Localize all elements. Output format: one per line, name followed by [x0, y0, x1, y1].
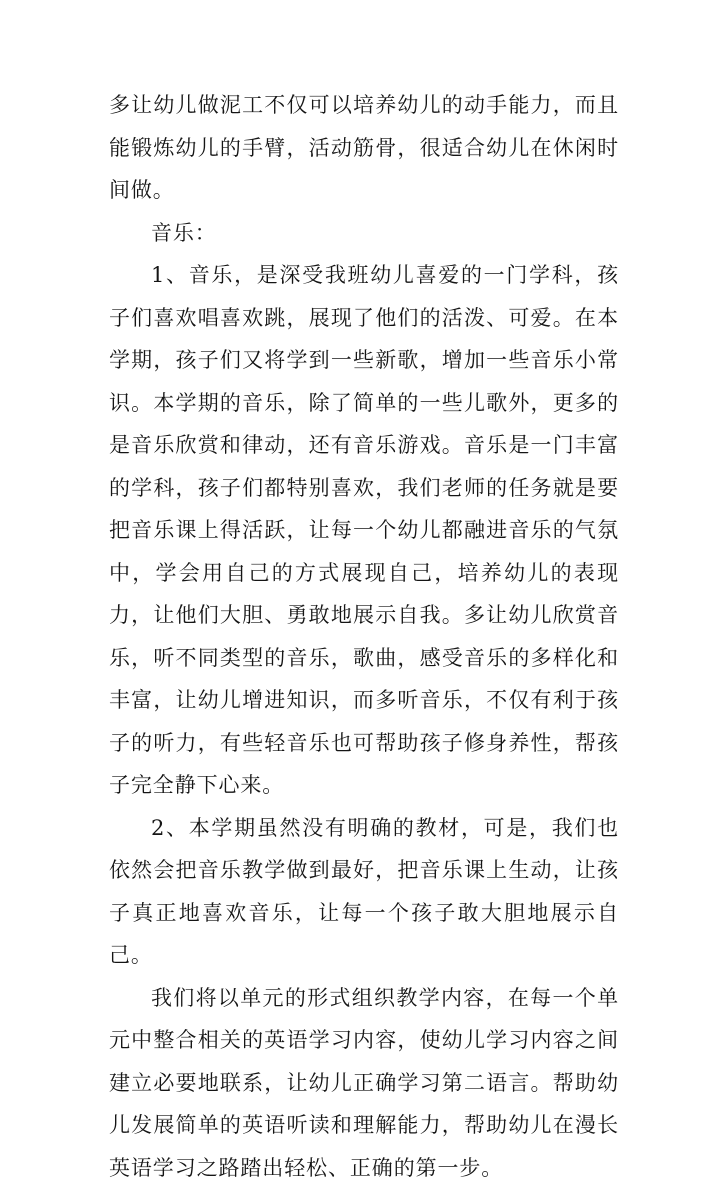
document-body: [109, 84, 619, 1189]
paragraph-clay-work: 多让幼儿做泥工不仅可以培养幼儿的动手能力，而且能锻炼幼儿的手臂，活动筋骨，很适合幼儿在休闲时间做。: [109, 84, 619, 212]
paragraph-music-2: 2、本学期虽然没有明确的教材，可是，我们也依然会把音乐教学做到最好，把音乐课上生动，让孩子真正地喜欢音乐，让每一个孩子敢大胆地展示自己。: [109, 807, 619, 977]
paragraph-english: 我们将以单元的形式组织教学内容，在每一个单元中整合相关的英语学习内容，使幼儿学习内容之间建立必要地联系，让幼儿正确学习第二语言。帮助幼儿发展简单的英语听读和理解能力，帮助幼儿在漫长英语学习之路踏出轻松、正确的第一步。: [109, 977, 619, 1189]
section-heading-music: 音乐：: [109, 212, 619, 255]
paragraph-music-1: 1、音乐，是深受我班幼儿喜爱的一门学科，孩子们喜欢唱喜欢跳，展现了他们的活泼、可爱。在本学期，孩子们又将学到一些新歌，增加一些音乐小常识。本学期的音乐，除了简单的一些儿歌外，更多的是音乐欣赏和律动，还有音乐游戏。音乐是一门丰富的学科，孩子们都特别喜欢，我们老师的任务就是要把音乐课上得活跃，让每一个幼儿都融进音乐的气氛中，学会用自己的方式展现自己，培养幼儿的表现力，让他们大胆、勇敢地展示自我。多让幼儿欣赏音乐，听不同类型的音乐，歌曲，感受音乐的多样化和丰富，让幼儿增进知识，而多听音乐，不仅有利于孩子的听力，有些轻音乐也可帮助孩子修身养性，帮孩子完全静下心来。: [109, 254, 619, 807]
